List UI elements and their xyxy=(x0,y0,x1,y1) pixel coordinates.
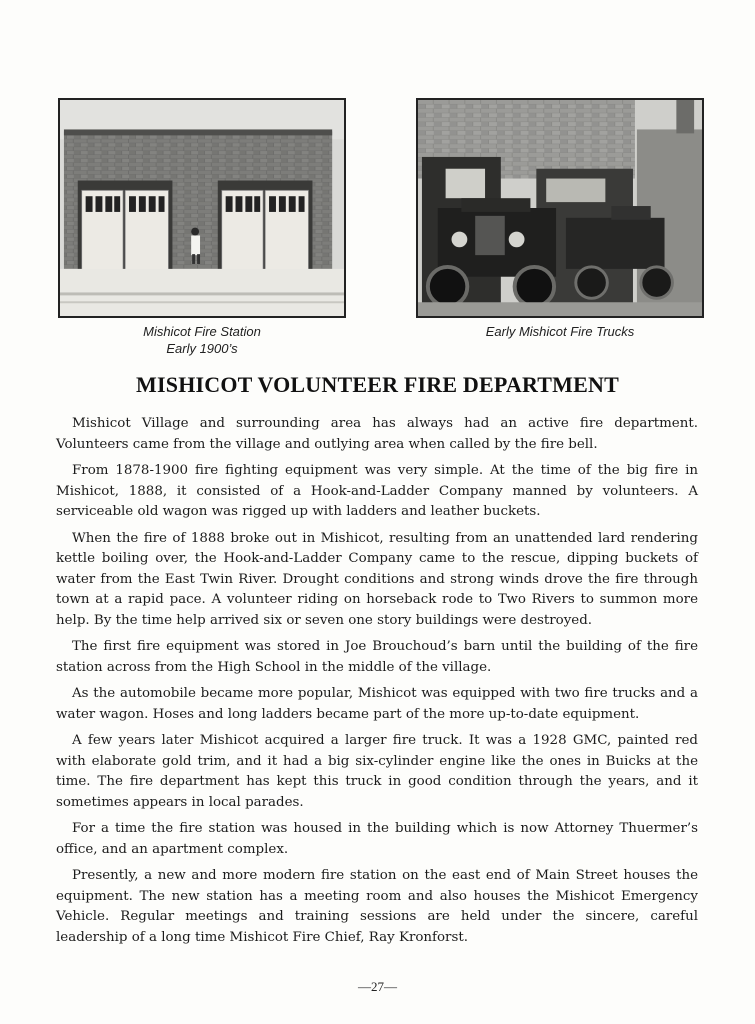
page-number: —27— xyxy=(358,979,397,994)
caption-line: Early Mishicot Fire Trucks xyxy=(485,324,635,339)
article-body xyxy=(56,414,698,954)
caption-line: Early 1900’s xyxy=(166,341,238,356)
page-title: MISHICOT VOLUNTEER FIRE DEPARTMENT xyxy=(136,372,619,397)
fire-trucks-photo xyxy=(416,98,704,318)
paragraph: Mishicot Village and surrounding area has always had an active fire department. Volunteers came from the village and outlying area when called by the fire bell. xyxy=(56,416,698,452)
caption-line: Mishicot Fire Station xyxy=(143,324,261,339)
paragraph: As the automobile became more popular, Mishicot was equipped with two fire trucks and a water wagon. Hoses and long ladders became part of the more up-to-date equipment. xyxy=(56,686,698,722)
paragraph: From 1878-1900 fire fighting equipment was very simple. At the time of the big fire in Mishicot, 1888, it consisted of a Hook-and-Ladder Company manned by volunteers. A serviceable old wagon was rigged up with ladders and leather buckets. xyxy=(56,463,698,519)
paragraph: The first fire equipment was stored in Joe Brouchoud’s barn until the building of the fire station across from the High School in the middle of the village. xyxy=(56,639,698,675)
paragraph: For a time the fire station was housed in the building which is now Attorney Thuermer’s office, and an apartment complex. xyxy=(56,821,698,857)
fire-trucks-caption xyxy=(450,323,670,340)
fire-station-caption xyxy=(110,323,294,357)
paragraph: Presently, a new and more modern fire station on the east end of Main Street houses the equipment. The new station has a meeting room and also houses the Mishicot Emergency Vehicle. Regular meetings and training sessions are held under the sincere, careful leadership of a long time Mishicot Fire Chief, Ray Kronforst. xyxy=(56,868,698,945)
paragraph: A few years later Mishicot acquired a larger fire truck. It was a 1928 GMC, painted red with elaborate gold trim, and it had a big six-cylinder engine like the ones in Buicks at the time. The fire department has kept this truck in good condition through the years, and it sometimes appears in local parades. xyxy=(56,733,698,810)
paragraph: When the fire of 1888 broke out in Mishicot, resulting from an unattended lard rendering kettle boiling over, the Hook-and-Ladder Company came to the rescue, dipping buckets of water from the East Twin River. Drought conditions and strong winds drove the fire through town at a rapid pace. A volunteer riding on horseback rode to Two Rivers to summon more help. By the time help arrived six or seven one story buildings were destroyed. xyxy=(56,530,698,628)
fire-station-photo xyxy=(58,98,346,318)
